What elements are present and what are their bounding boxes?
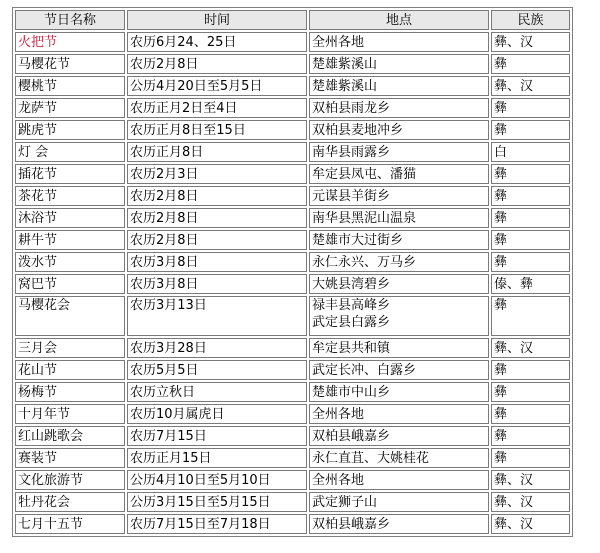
cell-text: 公历4月20日至5月5日 — [130, 78, 263, 94]
cell-text: 彝 — [494, 122, 508, 138]
cell-text: 全州各地 — [312, 34, 365, 50]
cell-time — [127, 32, 307, 52]
cell-text: 马樱花会 — [18, 298, 71, 313]
cell-text: 彝、汉 — [494, 516, 534, 532]
cell-text: 牟定县共和镇 — [312, 340, 391, 356]
cell-text: 泼水节 — [18, 254, 58, 270]
cell-ethnic — [491, 514, 570, 534]
cell-time — [127, 470, 307, 490]
cell-text: 彝 — [494, 232, 508, 248]
table-body — [15, 32, 570, 534]
cell-name — [15, 98, 125, 118]
table-row — [15, 208, 570, 228]
cell-text: 十月年节 — [18, 406, 71, 422]
cell-place — [309, 230, 489, 250]
cell-text: 武定狮子山 — [312, 494, 378, 510]
cell-name — [15, 186, 125, 206]
cell-ethnic — [491, 186, 570, 206]
cell-text: 耕牛节 — [18, 232, 58, 248]
cell-name — [15, 338, 125, 358]
table-row — [15, 120, 570, 140]
cell-time — [127, 514, 307, 534]
cell-ethnic — [491, 338, 570, 358]
cell-name — [15, 492, 125, 512]
cell-ethnic — [491, 360, 570, 380]
cell-time — [127, 382, 307, 402]
cell-text: 农历2月3日 — [130, 166, 199, 182]
cell-name — [15, 274, 125, 294]
cell-time — [127, 338, 307, 358]
cell-text: 彝、汉 — [494, 472, 534, 488]
cell-time — [127, 142, 307, 162]
cell-name — [15, 448, 125, 468]
cell-text: 灯 会 — [18, 144, 49, 160]
cell-name — [15, 120, 125, 140]
cell-text: 全州各地 — [312, 406, 365, 422]
cell-name — [15, 208, 125, 228]
cell-place — [309, 54, 489, 74]
table-row — [15, 274, 570, 294]
cell-name — [15, 404, 125, 424]
cell-place — [309, 338, 489, 358]
table-row — [15, 382, 570, 402]
cell-name — [15, 142, 125, 162]
cell-name — [15, 164, 125, 184]
cell-text: 彝 — [494, 254, 508, 270]
cell-place — [309, 142, 489, 162]
cell-text: 三月会 — [18, 340, 58, 356]
cell-text: 彝、汉 — [494, 340, 534, 356]
cell-text: 马樱花节 — [18, 56, 71, 72]
cell-name — [15, 54, 125, 74]
cell-text: 元谋县羊街乡 — [312, 188, 391, 204]
cell-text: 双柏县峨嘉乡 — [312, 428, 391, 444]
cell-text: 傣、彝 — [494, 276, 534, 292]
cell-text: 农历3月13日 — [130, 298, 207, 313]
cell-time — [127, 164, 307, 184]
cell-text: 彝 — [494, 166, 508, 182]
cell-time — [127, 252, 307, 272]
cell-text: 赛装节 — [18, 450, 58, 466]
cell-text: 楚雄紫溪山 — [312, 78, 378, 94]
cell-text: 楚雄紫溪山 — [312, 56, 378, 72]
cell-ethnic — [491, 492, 570, 512]
table-row — [15, 54, 570, 74]
table-row — [15, 142, 570, 162]
header-ethnic: 民族 — [491, 10, 570, 30]
cell-text: 农历6月24、25日 — [130, 34, 237, 50]
cell-text: 彝 — [494, 362, 508, 378]
cell-ethnic — [491, 164, 570, 184]
cell-text: 樱桃节 — [18, 78, 58, 94]
cell-place — [309, 382, 489, 402]
cell-text: 彝 — [494, 428, 508, 444]
cell-text: 七月十五节 — [18, 516, 84, 532]
cell-text: 彝、汉 — [494, 494, 534, 510]
table-row — [15, 404, 570, 424]
cell-time — [127, 360, 307, 380]
cell-ethnic — [491, 252, 570, 272]
table-row — [15, 98, 570, 118]
table-row — [15, 492, 570, 512]
cell-text: 农历3月28日 — [130, 340, 207, 356]
cell-ethnic — [491, 54, 570, 74]
cell-ethnic — [491, 404, 570, 424]
cell-text: 农历2月8日 — [130, 56, 199, 72]
cell-place — [309, 32, 489, 52]
cell-text: 牡丹花会 — [18, 494, 71, 510]
table-row — [15, 76, 570, 96]
festival-table — [12, 7, 573, 537]
cell-ethnic — [491, 296, 570, 336]
cell-text: 永仁永兴、万马乡 — [312, 254, 417, 270]
cell-text: 彝 — [494, 100, 508, 116]
header-place: 地点 — [309, 10, 489, 30]
cell-place — [309, 470, 489, 490]
cell-ethnic — [491, 230, 570, 250]
cell-text: 杨梅节 — [18, 384, 58, 400]
cell-text: 跳虎节 — [18, 122, 58, 138]
cell-name — [15, 230, 125, 250]
cell-text: 花山节 — [18, 362, 58, 378]
cell-time — [127, 404, 307, 424]
cell-time — [127, 208, 307, 228]
cell-text: 彝 — [494, 450, 508, 466]
cell-text: 牟定县凤屯、潘猫 — [312, 166, 417, 182]
cell-place — [309, 404, 489, 424]
cell-time — [127, 76, 307, 96]
cell-text: 窝巴节 — [18, 276, 58, 292]
cell-name — [15, 32, 125, 52]
cell-text: 永仁直苴、大姚桂花 — [312, 450, 430, 466]
table-row — [15, 448, 570, 468]
table-row — [15, 164, 570, 184]
cell-ethnic — [491, 142, 570, 162]
table-row — [15, 470, 570, 490]
table-row — [15, 296, 570, 336]
cell-text: 全州各地 — [312, 472, 365, 488]
cell-text: 农历正月15日 — [130, 450, 212, 466]
festival-table-container — [12, 7, 573, 537]
cell-name — [15, 382, 125, 402]
cell-text: 白 — [494, 144, 508, 160]
table-row — [15, 426, 570, 446]
cell-ethnic — [491, 208, 570, 228]
cell-place — [309, 514, 489, 534]
cell-text: 农历2月8日 — [130, 232, 199, 248]
cell-place — [309, 208, 489, 228]
cell-name — [15, 76, 125, 96]
cell-text: 南华县黑泥山温泉 — [312, 210, 417, 226]
cell-text: 彝 — [494, 188, 508, 204]
cell-ethnic — [491, 120, 570, 140]
cell-text: 双柏县麦地冲乡 — [312, 122, 404, 138]
cell-text: 红山跳歌会 — [18, 428, 84, 444]
cell-text: 彝 — [494, 210, 508, 226]
cell-time — [127, 448, 307, 468]
cell-place — [309, 98, 489, 118]
cell-place — [309, 426, 489, 446]
cell-text: 农历正月8日至15日 — [130, 122, 246, 138]
cell-text: 农历10月属虎日 — [130, 406, 225, 422]
cell-text: 农历2月8日 — [130, 210, 199, 226]
table-row — [15, 360, 570, 380]
cell-text: 彝 — [494, 406, 508, 422]
cell-text: 火把节 — [18, 34, 58, 50]
cell-text: 农历立秋日 — [130, 384, 196, 400]
cell-place — [309, 492, 489, 512]
cell-text: 彝 — [494, 384, 508, 400]
cell-place — [309, 274, 489, 294]
cell-name — [15, 426, 125, 446]
cell-place — [309, 252, 489, 272]
table-row — [15, 514, 570, 534]
cell-time — [127, 426, 307, 446]
cell-ethnic — [491, 32, 570, 52]
cell-text: 双柏县雨龙乡 — [312, 100, 391, 116]
cell-text: 农历7月15日至7月18日 — [130, 516, 271, 532]
cell-time — [127, 98, 307, 118]
cell-ethnic — [491, 98, 570, 118]
cell-text: 公历4月10日至5月10日 — [130, 472, 271, 488]
cell-name — [15, 514, 125, 534]
cell-text: 茶花节 — [18, 188, 58, 204]
cell-time — [127, 274, 307, 294]
cell-text: 公历3月15日至5月15日 — [130, 494, 271, 510]
cell-place — [309, 360, 489, 380]
table-row — [15, 338, 570, 358]
cell-name — [15, 296, 125, 336]
cell-text: 农历2月8日 — [130, 188, 199, 204]
cell-name — [15, 470, 125, 490]
table-row — [15, 252, 570, 272]
cell-text: 南华县雨露乡 — [312, 144, 391, 160]
cell-text: 彝 — [494, 56, 508, 72]
cell-time — [127, 54, 307, 74]
cell-text: 彝、汉 — [494, 34, 534, 50]
cell-text: 楚雄市中山乡 — [312, 384, 391, 400]
cell-text: 双柏县峨嘉乡 — [312, 516, 391, 532]
header-time: 时间 — [127, 10, 307, 30]
cell-time — [127, 120, 307, 140]
cell-text: 农历3月8日 — [130, 254, 199, 270]
cell-place — [309, 120, 489, 140]
cell-place — [309, 448, 489, 468]
cell-text: 彝、汉 — [494, 78, 534, 94]
table-row — [15, 230, 570, 250]
cell-text: 农历5月5日 — [130, 362, 199, 378]
cell-text: 大姚县湾碧乡 — [312, 276, 391, 292]
table-row — [15, 186, 570, 206]
cell-time — [127, 230, 307, 250]
cell-ethnic — [491, 448, 570, 468]
cell-text: 农历7月15日 — [130, 428, 207, 444]
cell-name — [15, 360, 125, 380]
cell-text: 楚雄市大过街乡 — [312, 232, 404, 248]
cell-text: 龙萨节 — [18, 100, 58, 116]
cell-text: 武定长冲、白露乡 — [312, 362, 417, 378]
cell-ethnic — [491, 274, 570, 294]
cell-place — [309, 164, 489, 184]
cell-ethnic — [491, 470, 570, 490]
cell-text: 插花节 — [18, 166, 58, 182]
cell-text: 农历正月8日 — [130, 144, 204, 160]
cell-place — [309, 76, 489, 96]
cell-text: 沐浴节 — [18, 210, 58, 226]
cell-time — [127, 186, 307, 206]
cell-name — [15, 252, 125, 272]
cell-ethnic — [491, 382, 570, 402]
cell-ethnic — [491, 76, 570, 96]
cell-text: 文化旅游节 — [18, 472, 84, 488]
cell-text: 禄丰县高峰乡 武定县白露乡 — [312, 298, 391, 330]
cell-text: 彝 — [494, 298, 508, 313]
header-name: 节日名称 — [15, 10, 125, 30]
cell-time — [127, 296, 307, 336]
cell-time — [127, 492, 307, 512]
cell-text: 农历3月8日 — [130, 276, 199, 292]
cell-place — [309, 186, 489, 206]
cell-text: 农历正月2日至4日 — [130, 100, 238, 116]
header-row — [15, 10, 570, 30]
cell-place — [309, 296, 489, 336]
cell-ethnic — [491, 426, 570, 446]
table-row — [15, 32, 570, 52]
